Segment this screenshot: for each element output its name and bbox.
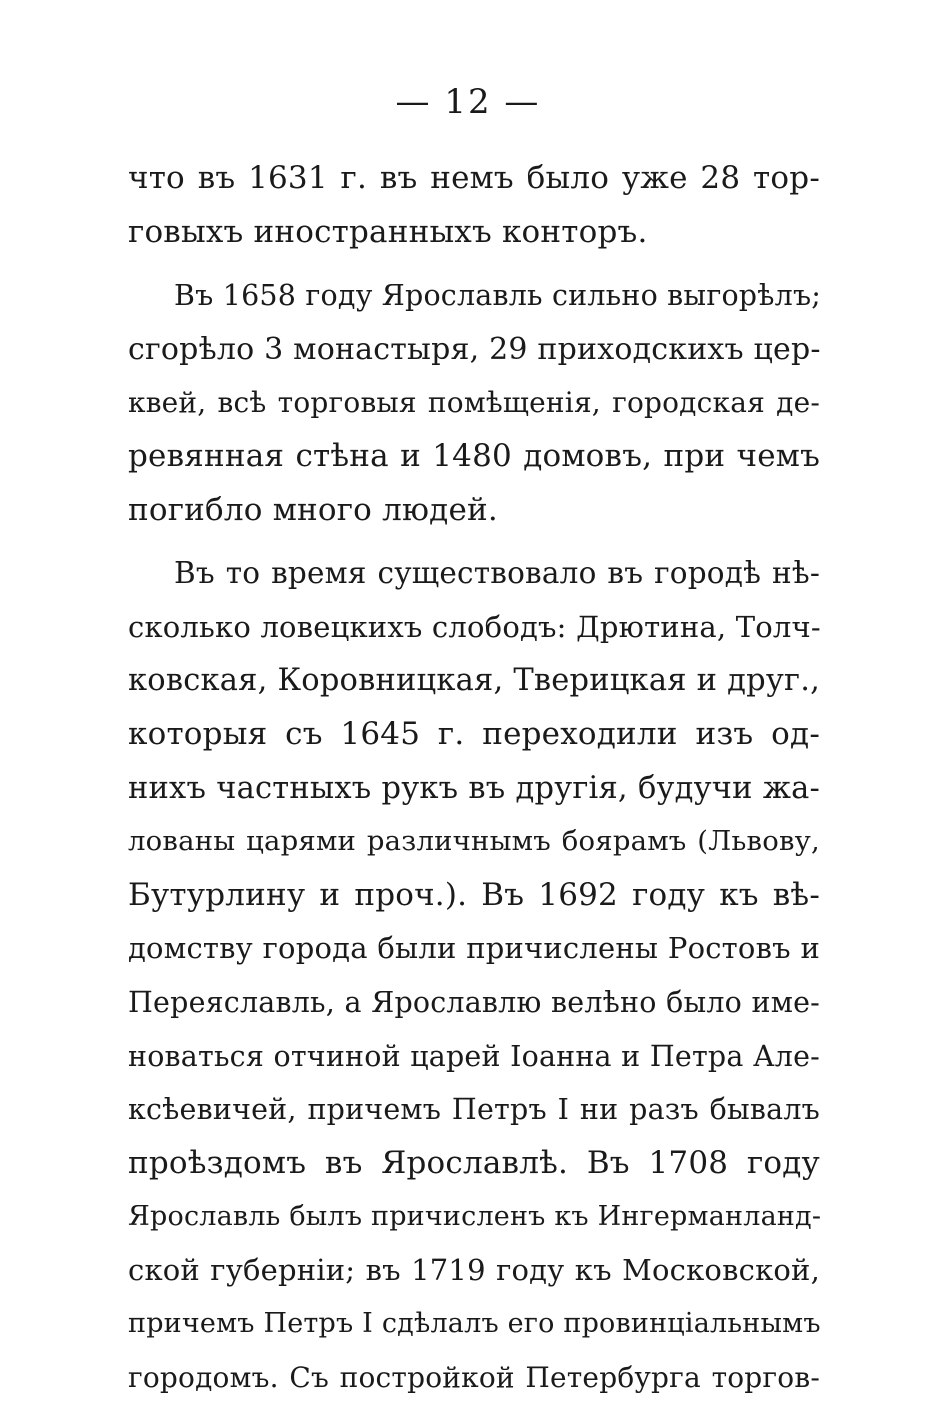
text-line: Бутурлину и проч.). Въ 1692 году къ вѣ- bbox=[128, 876, 820, 913]
page-number: — 12 — bbox=[395, 82, 541, 122]
text-line: ской губерніи; въ 1719 году къ Московской, bbox=[128, 1252, 820, 1287]
text-line: сколько ловецкихъ слободъ: Дрютина, Толч- bbox=[128, 609, 821, 644]
text-line: сгорѣло 3 монастыря, 29 приходскихъ цер- bbox=[128, 331, 821, 367]
text-line: новаться отчиной царей Іоанна и Петра Але- bbox=[128, 1039, 820, 1073]
text-line: проѣздомъ въ Ярославлѣ. Въ 1708 году bbox=[128, 1144, 820, 1181]
text-line: погибло много людей. bbox=[128, 491, 498, 528]
text-line: ковская, Коровницкая, Тверицкая и друг., bbox=[128, 663, 820, 699]
text-line: ксѣевичей, причемъ Петръ I ни разъ бывалъ bbox=[128, 1093, 820, 1127]
text-line: городомъ. Съ постройкой Петербурга торгов- bbox=[128, 1361, 820, 1395]
text-line: говыхъ иностранныхъ конторъ. bbox=[128, 213, 648, 250]
body-text bbox=[128, 152, 820, 1405]
text-line: нихъ частныхъ рукъ въ другія, будучи жа- bbox=[128, 770, 820, 806]
text-line: которыя съ 1645 г. переходили изъ од- bbox=[128, 715, 820, 752]
text-line: лованы царями различнымъ боярамъ (Львову, bbox=[128, 825, 820, 858]
text-line: Въ то время существовало въ городѣ нѣ- bbox=[174, 556, 820, 591]
paragraph-3 bbox=[128, 547, 820, 1405]
text-line: причемъ Петръ I сдѣлалъ его провинціальнымъ bbox=[128, 1308, 821, 1340]
text-line: домству города были причислены Ростовъ и bbox=[128, 931, 820, 966]
text-line: Переяславль, а Ярославлю велѣно было име- bbox=[128, 985, 820, 1019]
paragraph-2 bbox=[128, 269, 820, 537]
text-line: квей, всѣ торговыя помѣщенія, городская де- bbox=[128, 386, 820, 420]
text-line: ревянная стѣна и 1480 домовъ, при чемъ bbox=[128, 437, 820, 474]
text-line: Ярославль былъ причисленъ къ Ингерманланд- bbox=[128, 1201, 822, 1233]
paragraph-1 bbox=[128, 152, 820, 259]
text-line: Въ 1658 году Ярославль сильно выгорѣлъ; bbox=[174, 279, 822, 313]
text-line: что въ 1631 г. въ немъ было уже 28 тор- bbox=[128, 160, 820, 196]
